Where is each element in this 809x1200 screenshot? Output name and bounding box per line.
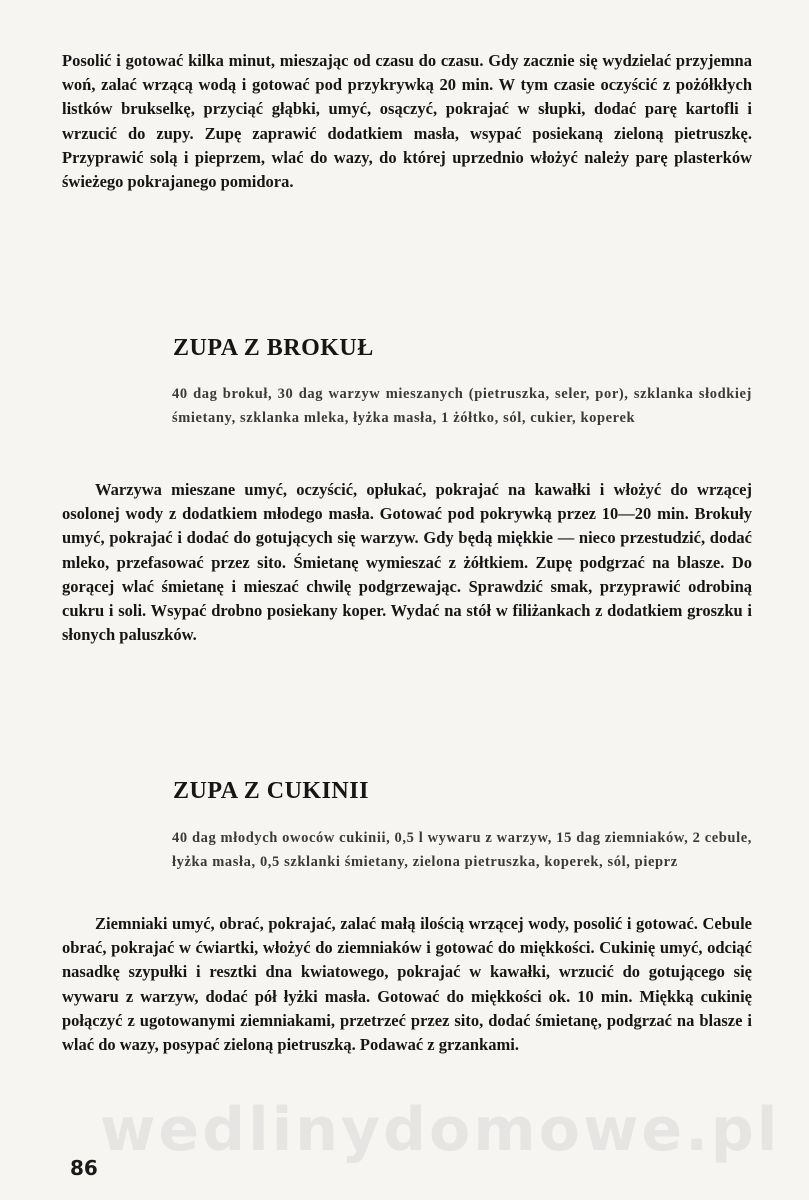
page-number: 86: [70, 1156, 98, 1180]
watermark: wedlinydomowe.pl: [100, 1095, 781, 1165]
recipe-title-broccoli-soup: ZUPA Z BROKUŁ: [173, 335, 374, 361]
ingredients-broccoli-soup: 40 dag brokuł, 30 dag warzyw mieszanych (pietruszka, seler, por), szklanka słodkiej śmietany, szklanka mleka, łyżka masła, 1 żółtko, sól, cukier, koperek: [172, 386, 752, 426]
instructions-zucchini-soup: Ziemniaki umyć, obrać, pokrajać, zalać małą ilością wrzącej wody, posolić i gotować. Cebule obrać, pokrajać w ćwiartki, włożyć do ziemniaków i gotować do miękkości. Cukinię umyć, odciąć nasadkę szypułki i resztki dna kwiatowego, pokrajać w kawałki, wrzucić do gotującego się wywaru z warzyw, dodać pół łyżki masła. Gotować do miękkości ok. 10 min. Miękką cukinię połączyć z ugotowanymi ziemniakami, przetrzeć przez sito, dodać śmietanę, podgrzać na blasze i wlać do wazy, posypać zieloną pietruszką. Podawać z grzankami.: [62, 914, 752, 1055]
instructions-broccoli-soup: Warzywa mieszane umyć, oczyścić, opłukać, pokrajać na kawałki i włożyć do wrzącej osolonej wody z dodatkiem młodego masła. Gotować pod pokrywką przez 10—20 min. Brokuły umyć, pokrajać i dodać do gotujących się warzyw. Gdy będą miękkie — nieco przestudzić, dodać mleko, przefasować przez sito. Śmietanę wymieszać z żółtkiem. Zupę podgrzać na blasze. Do gorącej wlać śmietanę i mieszać chwilę podgrzewając. Sprawdzić smak, przyprawić odrobiną cukru i soli. Wsypać drobno posiekany koper. Wydać na stół w filiżankach z dodatkiem groszku i słonych paluszków.: [62, 480, 752, 645]
ingredients-zucchini-soup: 40 dag młodych owoców cukinii, 0,5 l wywaru z warzyw, 15 dag ziemniaków, 2 cebule, łyżka masła, 0,5 szklanki śmietany, zielona pietruszka, koperek, sól, pieprz: [172, 830, 752, 870]
continuation-paragraph: Posolić i gotować kilka minut, mieszając od czasu do czasu. Gdy zacznie się wydzielać przyjemna woń, zalać wrzącą wodą i gotować pod przykrywką 20 min. W tym czasie oczyścić z pożółkłych listków brukselkę, przyciąć głąbki, umyć, osączyć, pokrajać w słupki, dodać parę kartofli i wrzucić do zupy. Zupę zaprawić dodatkiem masła, wsypać posiekaną zieloną pietruszkę. Przyprawić solą i pieprzem, wlać do wazy, do której uprzednio włożyć należy parę plasterków świeżego pokrajanego pomidora.: [62, 51, 752, 192]
recipe-title-zucchini-soup: ZUPA Z CUKINII: [173, 778, 369, 804]
